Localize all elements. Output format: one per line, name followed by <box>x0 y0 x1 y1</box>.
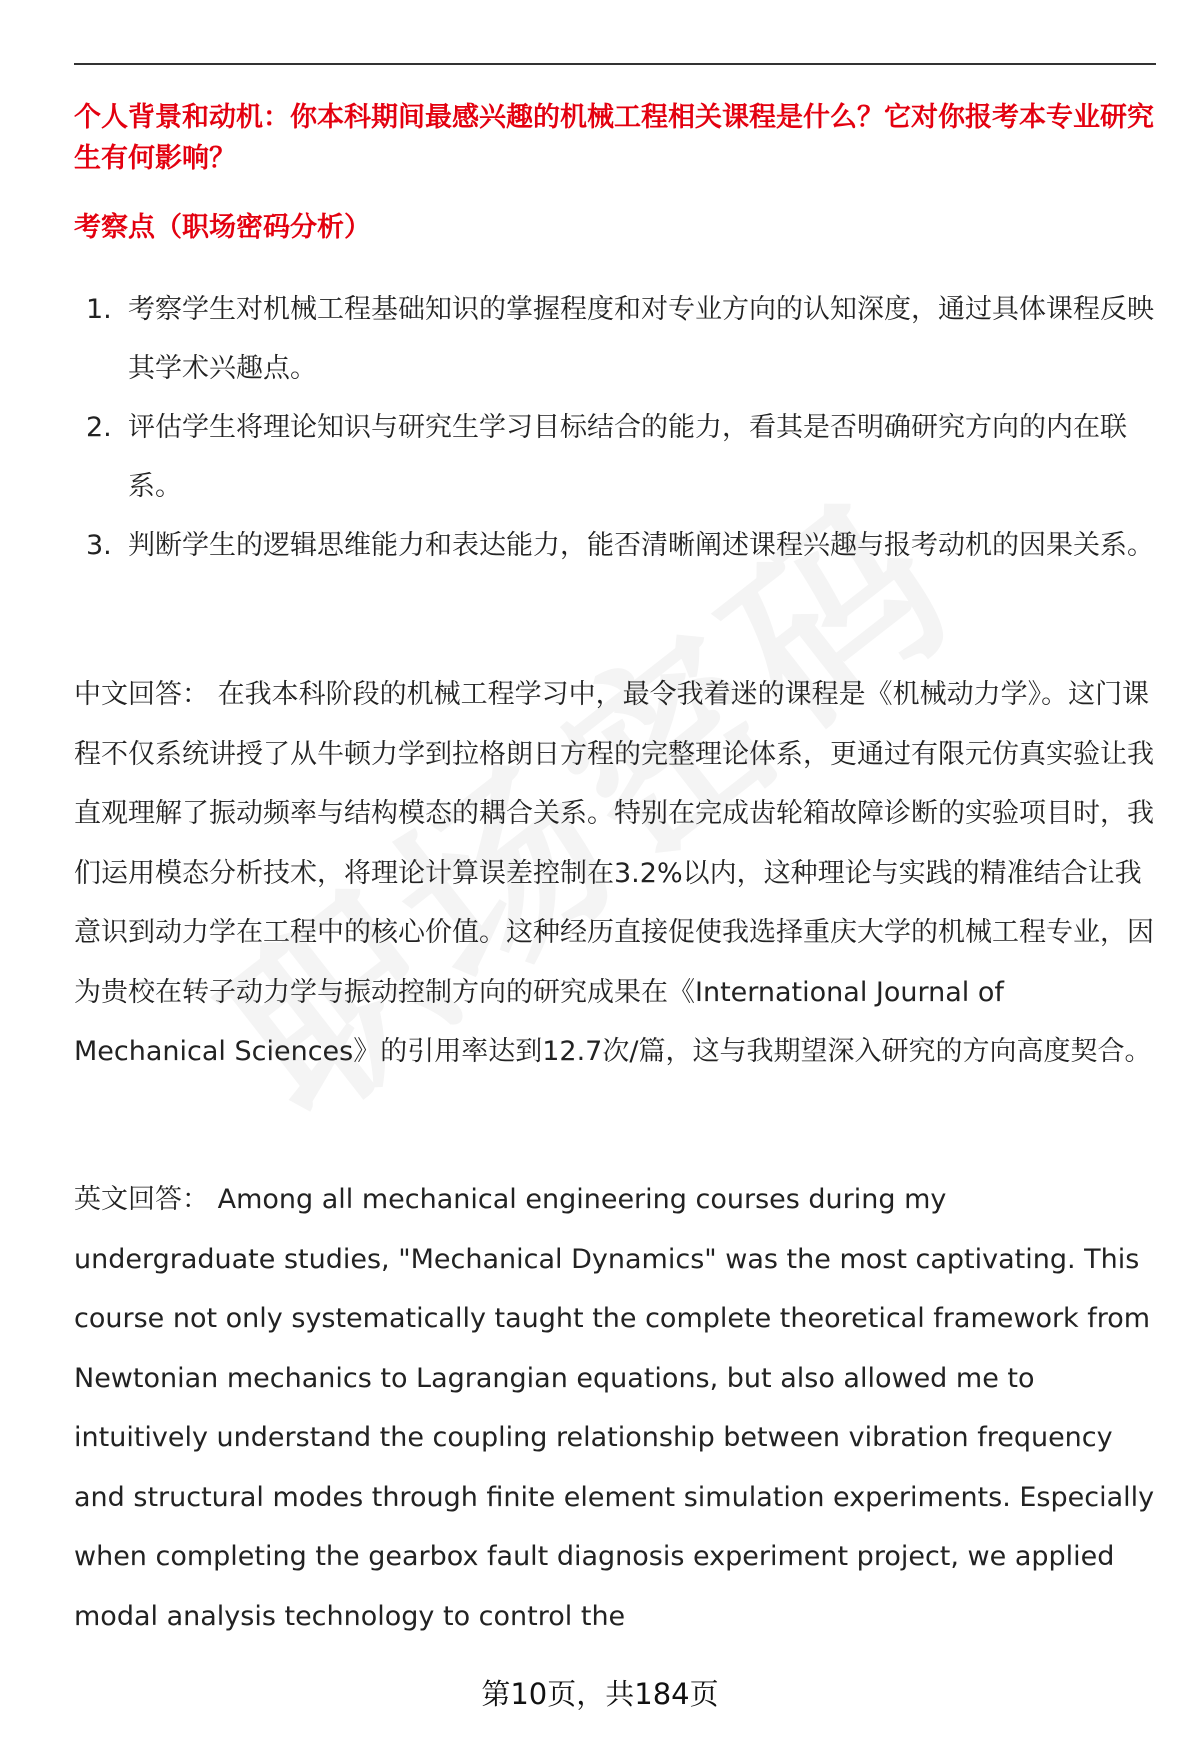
key-point-number: 1. <box>86 294 112 325</box>
key-point-text: 考察学生对机械工程基础知识的掌握程度和对专业方向的认知深度，通过具体课程反映其学术兴趣点。 <box>128 294 1154 384</box>
key-point-text: 判断学生的逻辑思维能力和表达能力，能否清晰阐述课程兴趣与报考动机的因果关系。 <box>128 530 1154 561</box>
chinese-answer <box>74 665 1156 1082</box>
key-point-item <box>74 516 1156 575</box>
chinese-answer-text: 在我本科阶段的机械工程学习中，最令我着迷的课程是《机械动力学》。这门课程不仅系统讲授了从牛顿力学到拉格朗日方程的完整理论体系，更通过有限元仿真实验让我直观理解了振动频率与结构模态的耦合关系。特别在完成齿轮箱故障诊断的实验项目时，我们运用模态分析技术，将理论计算误差控制在3.2%以内，这种理论与实践的精准结合让我意识到动力学在工程中的核心价值。这种经历直接促使我选择重庆大学的机械工程专业，因为贵校在转子动力学与振动控制方向的研究成果在《International Journal of Mechanical Sciences》的引用率达到12.7次/篇，这与我期望深入研究的方向高度契合。 <box>74 679 1154 1067</box>
top-rule <box>74 63 1156 65</box>
key-point-item <box>74 398 1156 516</box>
key-point-text: 评估学生将理论知识与研究生学习目标结合的能力，看其是否明确研究方向的内在联系。 <box>128 412 1127 502</box>
key-points-list <box>74 280 1156 575</box>
question-heading: 个人背景和动机：你本科期间最感兴趣的机械工程相关课程是什么？它对你报考本专业研究生有何影响？ <box>74 102 1154 174</box>
key-point-number: 2. <box>86 412 112 443</box>
chinese-answer-label: 中文回答： <box>74 679 209 710</box>
page-number-footer: 第10页，共184页 <box>481 1677 719 1711</box>
key-point-number: 3. <box>86 530 112 561</box>
key-points-heading: 考察点（职场密码分析） <box>74 212 371 243</box>
english-answer-text: Among all mechanical engineering courses during my undergraduate studies, "Mechanical Dynamics" was the most captivating. This course not only systematically taught the complete theoretical framework from Newtonian mechanics to Lagrangian equations, but also allowed me to intuitively understand the coupling relationship between vibration frequency and structural modes through finite element simulation experiments. Especially when completing the gearbox fault diagnosis experiment project, we applied modal analysis technology to control the <box>74 1184 1155 1632</box>
english-answer-label: 英文回答： <box>74 1184 209 1215</box>
key-point-item <box>74 280 1156 398</box>
english-answer <box>74 1170 1156 1646</box>
